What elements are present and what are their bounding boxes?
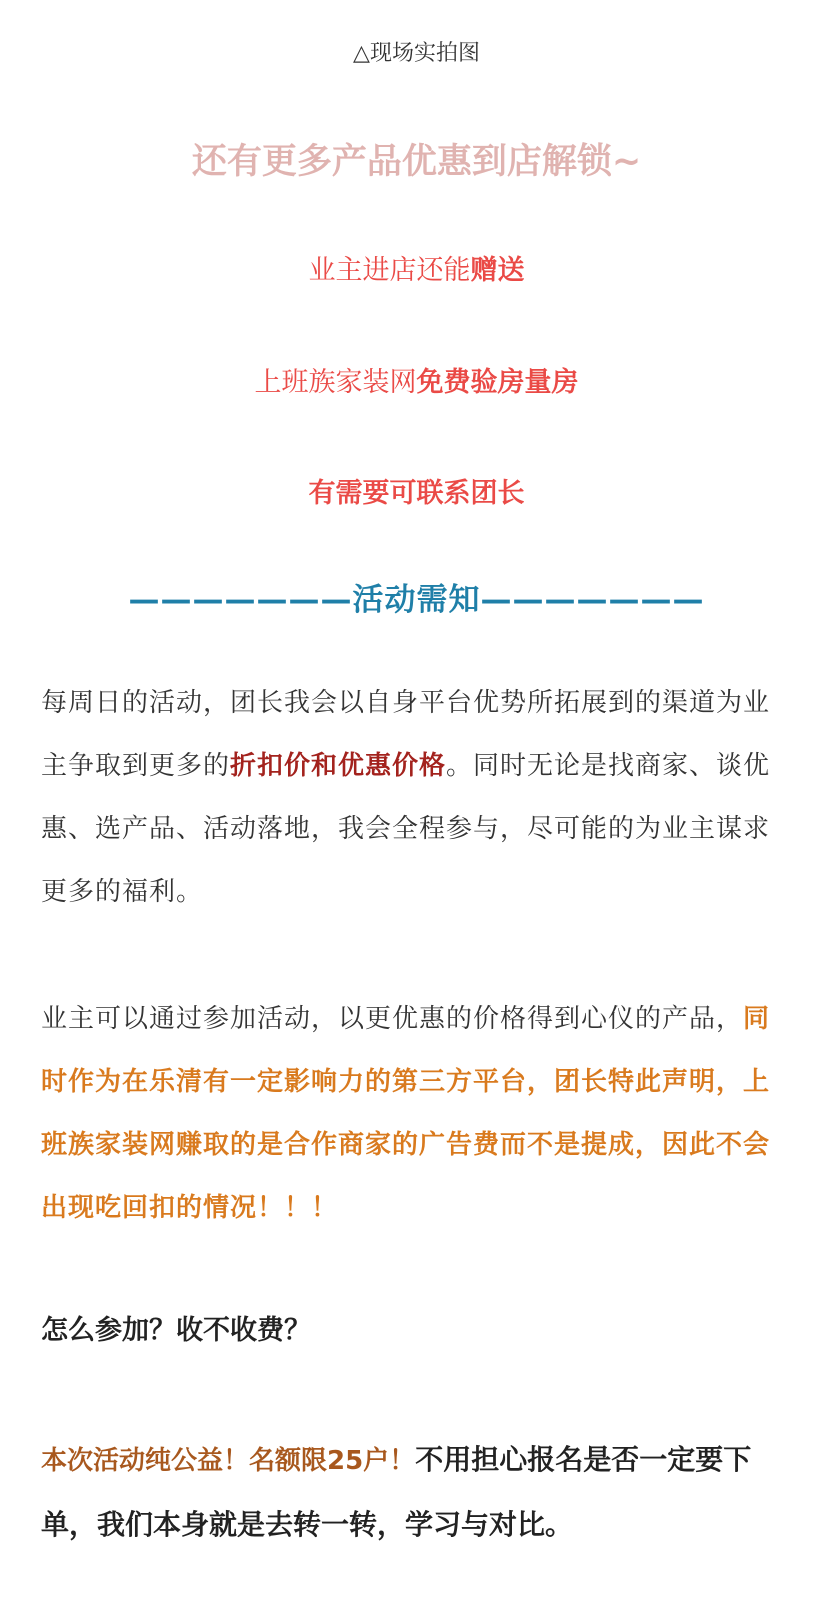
photo-caption: △现场实拍图: [353, 41, 480, 66]
gift-line: [0, 248, 833, 287]
inspection-line: [0, 360, 833, 399]
paragraph3-text-after: 不用担心报名是否一定要下单，我们本身就是去转一转，学习与对比。: [41, 1443, 752, 1541]
promo-headline: 还有更多产品优惠到店解锁~: [191, 142, 642, 182]
faq-question: 怎么参加？收不收费？: [41, 1315, 311, 1346]
paragraph-free-note: [41, 1428, 801, 1557]
paragraph1-text-before: 每周日的活动，团长我会以自身平台优势所拓展到的渠道为业主争取到更多的: [41, 688, 771, 781]
gift-line-text: 业主进店还能: [308, 255, 471, 286]
paragraph1-text-after: 。同时无论是找商家、谈优惠、选产品、活动落地，我会全程参与，尽可能的为业主谋求更多的福利。: [41, 751, 771, 907]
inspection-line-text: 上班族家装网: [254, 367, 417, 398]
paragraph2-text-before: 业主可以通过参加活动，以更优惠的价格得到心仪的产品，: [41, 1004, 744, 1034]
paragraph-activity-intro: [41, 672, 783, 924]
contact-line: 有需要可联系团长: [308, 478, 525, 509]
inspection-line-emphasis: 免费验房量房: [416, 367, 579, 398]
paragraph2-highlight: 同时作为在乐清有一定影响力的第三方平台，团长特此声明，上班族家装网赚取的是合作商家的广告费而不是提成，因此不会出现吃回扣的情况！！！: [41, 1004, 771, 1223]
paragraph1-highlight: 折扣价和优惠价格: [230, 751, 447, 781]
paragraph3-highlight: 本次活动纯公益！名额限25户！: [41, 1446, 416, 1476]
paragraph-statement: [41, 988, 783, 1240]
gift-line-emphasis: 赠送: [470, 255, 525, 286]
section-title: ———————活动需知———————: [128, 582, 705, 618]
